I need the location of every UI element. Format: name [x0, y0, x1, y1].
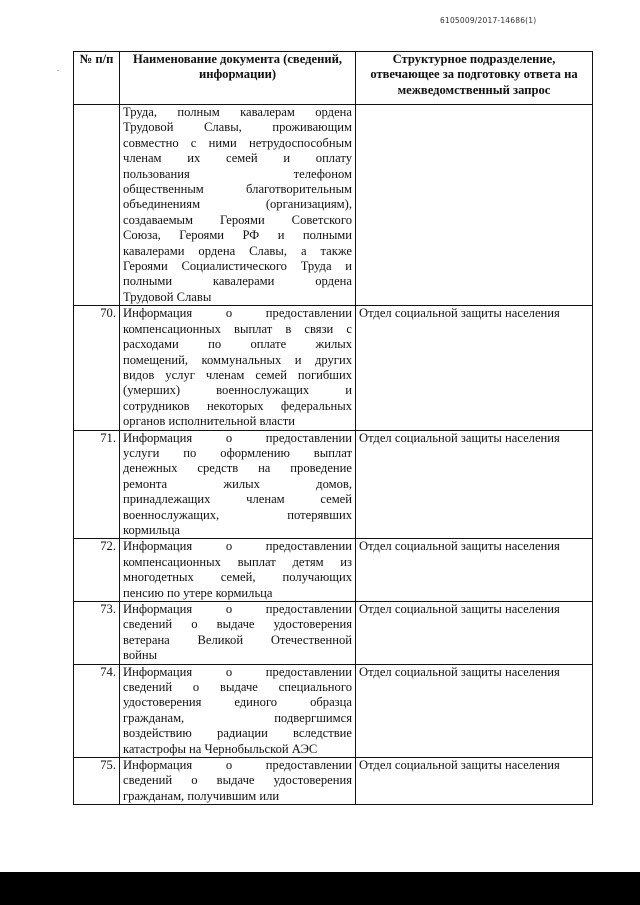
document-name-line: ремонта жилых домов,	[123, 476, 352, 491]
document-name-line: компенсационных выплат детям из	[123, 554, 352, 569]
document-name-line: совместно с ними нетрудоспособным	[123, 135, 352, 150]
document-name-line: Трудовой Славы	[123, 289, 212, 304]
document-name-line: сведений о выдаче специального	[123, 680, 352, 695]
document-name-line: видов услуг членам семей погибших	[123, 367, 352, 382]
document-name-line: кавалерами ордена Славы, а также	[123, 243, 352, 258]
document-name-line: денежных средств на проведение	[123, 461, 352, 476]
department-cell	[356, 105, 593, 306]
document-name-line: Союза, Героями РФ и полными	[123, 228, 352, 243]
document-name-line: помещений, коммунальных и других	[123, 352, 352, 367]
department-cell: Отдел социальной защиты населения	[356, 758, 593, 805]
document-name-line: военнослужащих, потерявших	[123, 507, 352, 522]
document-name-line: сведений о выдаче удостоверения	[123, 773, 352, 788]
row-number: 74.	[74, 664, 120, 757]
table-row-continuation	[74, 105, 593, 306]
table-body	[74, 105, 593, 805]
document-name-line: членам их семей и оплату	[123, 151, 352, 166]
document-name-line: (умерших) военнослужащих и	[123, 383, 352, 398]
document-name-line: многодетных семей, получающих	[123, 570, 352, 585]
department-cell: Отдел социальной защиты населения	[356, 602, 593, 665]
row-number: 75.	[74, 758, 120, 805]
document-name-line: пенсию по утере кормильца	[123, 585, 273, 600]
header-number: № п/п	[74, 52, 120, 105]
document-name-line: Информация о предоставлении	[123, 664, 352, 679]
document-name-line: катастрофы на Чернобыльской АЭС	[123, 741, 318, 756]
header-document-name: Наименование документа (сведений, информации)	[120, 52, 356, 105]
table-row	[74, 664, 593, 757]
documents-table	[73, 51, 593, 805]
document-name-line: войны	[123, 648, 158, 663]
document-name-cell	[120, 758, 356, 805]
document-name-line: услуги по оформлению выплат	[123, 445, 352, 460]
document-name-line: органов исполнительной власти	[123, 414, 295, 429]
document-name-line: компенсационных выплат в связи с	[123, 321, 352, 336]
row-number: 71.	[74, 430, 120, 539]
scan-bottom-edge	[0, 872, 640, 905]
department-cell: Отдел социальной защиты населения	[356, 430, 593, 539]
document-name-line: пользования телефоном	[123, 166, 352, 181]
document-name-line: принадлежащих членам семей	[123, 492, 352, 507]
document-name-line: Трудовой Славы, проживающим	[123, 120, 352, 135]
department-cell: Отдел социальной защиты населения	[356, 539, 593, 602]
document-name-line: общественным благотворительным	[123, 182, 352, 197]
document-id: 6105009/2017-14686(1)	[440, 16, 537, 25]
document-name-line: создаваемым Героями Советского	[123, 212, 352, 227]
row-number	[74, 105, 120, 306]
document-name-line: расходами по оплате жилых	[123, 337, 352, 352]
margin-mark: -	[57, 66, 60, 74]
document-name-line: Информация о предоставлении	[123, 602, 352, 616]
document-name-line: полными кавалерами ордена	[123, 274, 352, 289]
table-row	[74, 539, 593, 602]
row-number: 70.	[74, 306, 120, 430]
document-name-line: воздействию радиации вследствие	[123, 726, 352, 741]
document-name-cell	[120, 602, 356, 665]
department-cell: Отдел социальной защиты населения	[356, 664, 593, 757]
document-name-line: кормильца	[123, 522, 180, 537]
table-row	[74, 306, 593, 430]
row-number: 72.	[74, 539, 120, 602]
document-name-line: ветерана Великой Отечественной	[123, 632, 352, 647]
document-name-cell	[120, 664, 356, 757]
department-cell: Отдел социальной защиты населения	[356, 306, 593, 430]
row-number: 73.	[74, 602, 120, 665]
document-name-line: Информация о предоставлении	[123, 539, 352, 554]
document-name-line: объединениям (организациям),	[123, 197, 352, 212]
document-name-cell	[120, 539, 356, 602]
document-name-cell	[120, 430, 356, 539]
document-name-cell	[120, 306, 356, 430]
header-department: Структурное подразделение, отвечающее за подготовку ответа на межведомственный запрос	[356, 52, 593, 105]
document-name-line: гражданам, получившим или	[123, 788, 280, 803]
table-row	[74, 758, 593, 805]
document-name-line: Героями Социалистического Труда и	[123, 259, 352, 274]
document-name-line: гражданам, подвергшимся	[123, 710, 352, 725]
document-name-line: сведений о выдаче удостоверения	[123, 617, 352, 632]
document-name-line: Информация о предоставлении	[123, 758, 352, 773]
document-name-line: Труда, полным кавалерам ордена	[123, 105, 352, 119]
document-name-cell	[120, 105, 356, 306]
table-row	[74, 602, 593, 665]
document-name-line: удостоверения единого образца	[123, 695, 352, 710]
document-name-line: сотрудников некоторых федеральных	[123, 398, 352, 413]
table-header-row	[74, 52, 593, 105]
document-name-line: Информация о предоставлении	[123, 306, 352, 321]
document-name-line: Информация о предоставлении	[123, 430, 352, 445]
table-row	[74, 430, 593, 539]
